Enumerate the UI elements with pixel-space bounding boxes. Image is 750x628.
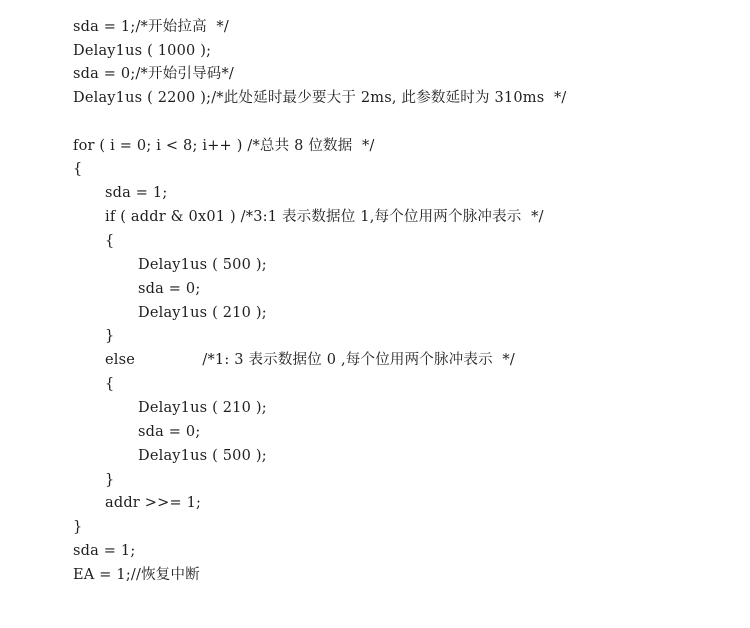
code-line: Delay1us ( 2200 );/*此处延时最少要大于 2ms, 此参数延时为 310ms */ (73, 90, 567, 106)
code-line: sda = 1;/*开始拉高 */ (73, 19, 229, 35)
code-line: for ( i = 0; i < 8; i++ ) /*总共 8 位数据 */ (73, 138, 375, 154)
code-line: EA = 1;//恢复中断 (73, 567, 200, 583)
code-line: Delay1us ( 500 ); (138, 448, 267, 464)
code-line: { (105, 233, 115, 249)
code-line: } (105, 472, 115, 488)
code-line: sda = 0; (138, 424, 201, 440)
code-line: Delay1us ( 1000 ); (73, 43, 212, 59)
code-line: { (73, 161, 83, 177)
code-line: addr >>= 1; (105, 495, 202, 511)
code-line: } (73, 519, 83, 535)
code-line: { (105, 376, 115, 392)
code-line: sda = 1; (105, 185, 168, 201)
code-line: sda = 0; (138, 281, 201, 297)
code-line: sda = 0;/*开始引导码*/ (73, 66, 235, 82)
code-line: } (105, 328, 115, 344)
code-line: Delay1us ( 210 ); (138, 305, 267, 321)
code-line: else /*1: 3 表示数据位 0 ,每个位用两个脉冲表示 */ (105, 352, 515, 368)
code-line: Delay1us ( 500 ); (138, 257, 267, 273)
code-line: Delay1us ( 210 ); (138, 400, 267, 416)
code-line: if ( addr & 0x01 ) /*3:1 表示数据位 1,每个位用两个脉冲表示 */ (105, 209, 544, 225)
code-line: sda = 1; (73, 543, 136, 559)
